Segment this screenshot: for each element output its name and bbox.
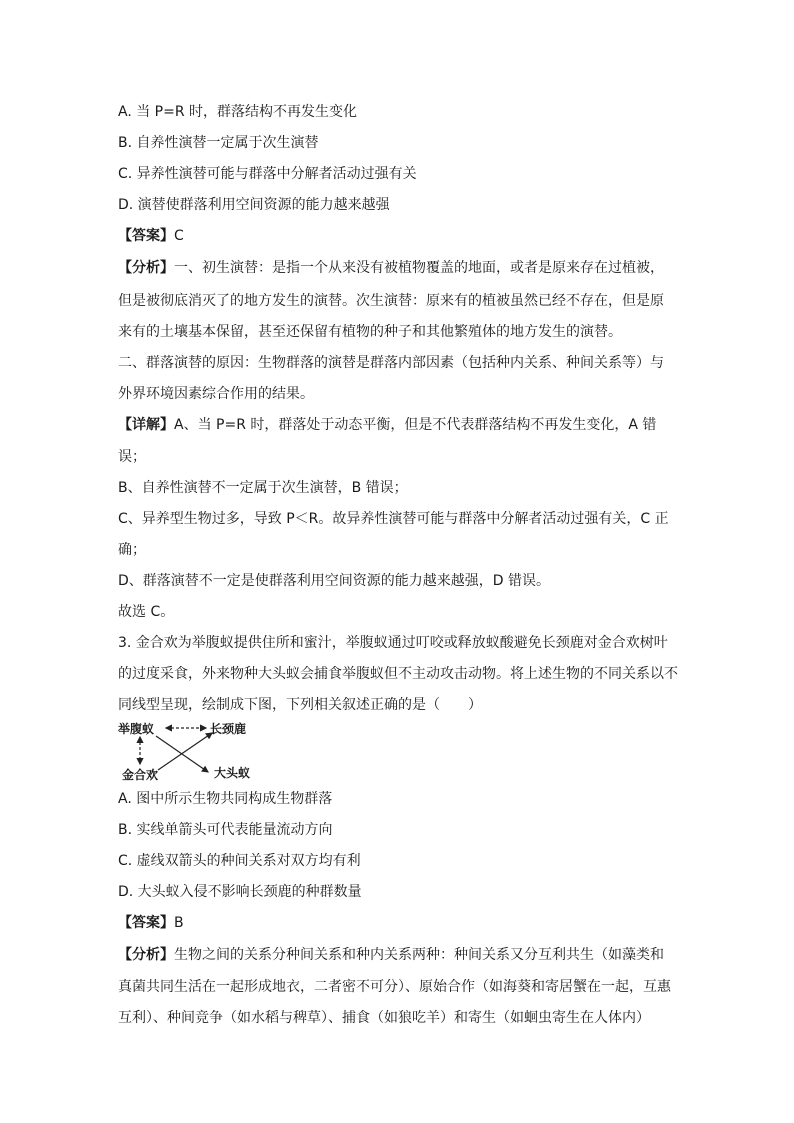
q2-analysis-line: 二、群落演替的原因：生物群落的演替是群落内部因素（包括种内关系、种间关系等）与 <box>118 355 664 371</box>
q2-analysis-line: 外界环境因素综合作用的结果。 <box>118 386 314 402</box>
q2-detail-line <box>118 415 656 435</box>
q2-option-c: C. 异养性演替可能与群落中分解者活动过强有关 <box>118 166 417 182</box>
node-acacia: 金合欢 <box>122 768 159 782</box>
q2-option-d: D. 演替使群落利用空间资源的能力越来越强 <box>118 197 390 213</box>
detail-label: 【详解】 <box>118 417 174 433</box>
q3-stem-line: 的过度采食，外来物种大头蚁会捕食举腹蚁但不主动攻击动物。将上述生物的不同关系以不 <box>118 666 678 682</box>
q2-detail-line: 确； <box>118 542 146 558</box>
q3-analysis-line: 真菌共同生活在一起形成地衣，二者密不可分）、原始合作（如海葵和寄居蟹在一起，互惠 <box>118 979 671 995</box>
q2-detail-line: D、群落演替不一定是使群落利用空间资源的能力越来越强，D 错误。 <box>118 573 551 589</box>
q3-option-a: A. 图中所示生物共同构成生物群落 <box>118 791 333 807</box>
q3-option-b: B. 实线单箭头可代表能量流动方向 <box>118 822 333 838</box>
answer-label: 【答案】 <box>118 915 174 931</box>
species-relationship-diagram <box>118 720 268 782</box>
node-big-headed-ant: 大头蚁 <box>214 766 251 780</box>
node-ant: 举腹蚁 <box>118 722 155 736</box>
q2-option-a: A. 当 P=R 时，群落结构不再发生变化 <box>118 104 358 120</box>
detail-text: A、当 P=R 时，群落处于动态平衡，但是不代表群落结构不再发生变化，A 错 <box>174 417 657 433</box>
q2-conclusion: 故选 C。 <box>118 604 175 620</box>
q2-option-b: B. 自养性演替一定属于次生演替 <box>118 135 319 151</box>
q2-detail-line: 误； <box>118 449 146 465</box>
q2-analysis-line: 但是被彻底消灭了的地方发生的演替。次生演替：原来有的植被虽然已经不存在，但是原 <box>118 293 664 309</box>
q3-analysis-line: 互利）、种间竞争（如水稻与稗草）、捕食（如狼吃羊）和寄生（如蛔虫寄生在人体内） <box>118 1010 650 1026</box>
q2-detail-line: B、自养性演替不一定属于次生演替，B 错误； <box>118 480 408 496</box>
q2-analysis-line: 来有的土壤基本保留，甚至还保留有植物的种子和其他繁殖体的地方发生的演替。 <box>118 324 622 340</box>
q2-detail-line: C、异养型生物过多，导致 P＜R。故异养性演替可能与群落中分解者活动过强有关，C 正 <box>118 511 669 527</box>
answer-value: C <box>174 228 184 244</box>
answer-value: B <box>174 915 184 931</box>
analysis-label: 【分析】 <box>118 947 174 963</box>
analysis-text: 生物之间的关系分种间关系和种内关系两种：种间关系又分互利共生（如藻类和 <box>174 947 664 963</box>
q3-stem-line: 3. 金合欢为举腹蚁提供住所和蜜汁，举腹蚁通过叮咬或释放蚁酸避免长颈鹿对金合欢树叶 <box>118 635 668 651</box>
q3-analysis-line <box>118 945 664 965</box>
energy-flow-arrow-acacia-to-giraffe <box>158 733 212 770</box>
q3-option-d: D. 大头蚁入侵不影响长颈鹿的种群数量 <box>118 884 362 900</box>
answer-label: 【答案】 <box>118 228 174 244</box>
analysis-text: 一、初生演替：是指一个从来没有被植物覆盖的地面，或者是原来存在过植被， <box>174 260 664 276</box>
q2-analysis-line <box>118 258 664 278</box>
node-giraffe: 长颈鹿 <box>210 722 247 736</box>
q3-answer <box>118 913 184 933</box>
analysis-label: 【分析】 <box>118 260 174 276</box>
q3-stem-line: 同线型呈现，绘制成下图，下列相关叙述正确的是（ ） <box>118 697 482 713</box>
q2-answer <box>118 226 184 246</box>
q3-option-c: C. 虚线双箭头的种间关系对双方均有利 <box>118 853 361 869</box>
